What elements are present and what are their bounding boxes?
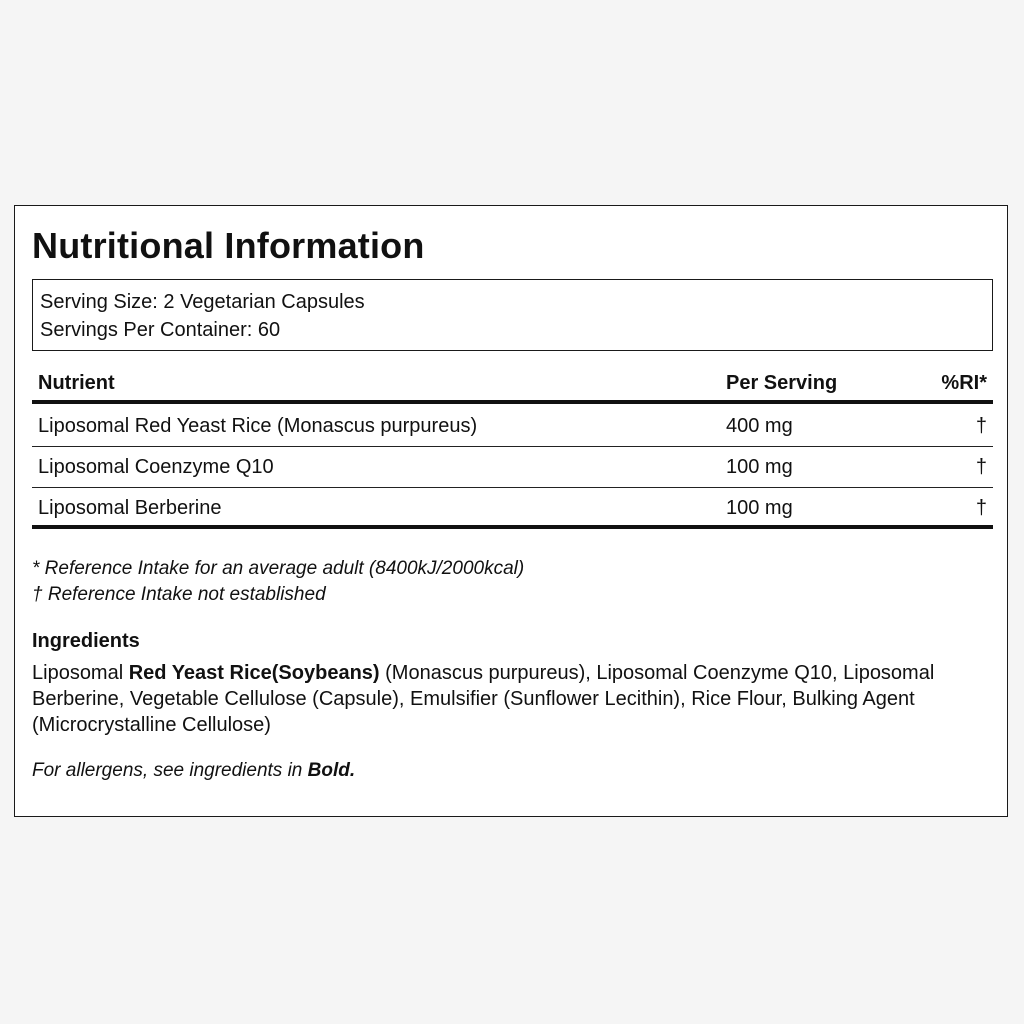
nutrient-ri: † bbox=[975, 456, 987, 478]
serving-info-box bbox=[32, 279, 993, 351]
servings-per-container: Servings Per Container: 60 bbox=[40, 319, 281, 341]
nutrient-ri: † bbox=[975, 497, 987, 519]
column-header-nutrient: Nutrient bbox=[38, 372, 115, 394]
nutrient-amount: 100 mg bbox=[726, 456, 793, 478]
ingredients-list bbox=[32, 660, 952, 738]
footnotes bbox=[32, 556, 524, 608]
table-row bbox=[32, 406, 993, 447]
ingredients-prefix: Liposomal bbox=[32, 662, 129, 684]
allergen-note bbox=[32, 758, 355, 784]
nutrient-amount: 100 mg bbox=[726, 497, 793, 519]
page-title: Nutritional Information bbox=[32, 225, 425, 266]
column-header-ri: %RI* bbox=[941, 372, 987, 394]
nutrient-ri: † bbox=[975, 415, 987, 437]
table-row bbox=[32, 488, 993, 529]
allergen-note-bold: Bold. bbox=[307, 760, 356, 781]
ingredients-heading: Ingredients bbox=[32, 630, 140, 652]
nutrient-name: Liposomal Red Yeast Rice (Monascus purpureus) bbox=[38, 415, 478, 437]
ingredients-allergen-bold: Red Yeast Rice(Soybeans) bbox=[128, 662, 380, 684]
nutrition-panel bbox=[14, 205, 1008, 817]
nutrient-table bbox=[32, 366, 993, 529]
nutrient-name: Liposomal Coenzyme Q10 bbox=[38, 456, 274, 478]
footnote-not-established: † Reference Intake not established bbox=[32, 584, 326, 605]
nutrient-name: Liposomal Berberine bbox=[38, 497, 222, 519]
ingredients-rest: (Monascus purpureus), Liposomal Coenzyme Q10, Liposomal Berberine, Vegetable Cellulose (Capsule), Emulsifier (Sunflower Lecithin), Rice Flour, Bulking Agent (Microcrystalline Cellulose) bbox=[32, 662, 935, 736]
footnote-reference-intake: * Reference Intake for an average adult (8400kJ/2000kcal) bbox=[32, 558, 525, 579]
serving-size: Serving Size: 2 Vegetarian Capsules bbox=[40, 291, 365, 313]
allergen-note-prefix: For allergens, see ingredients in bbox=[32, 760, 308, 781]
table-row bbox=[32, 447, 993, 488]
table-header-row bbox=[32, 366, 993, 404]
nutrient-amount: 400 mg bbox=[726, 415, 793, 437]
column-header-per-serving: Per Serving bbox=[726, 372, 838, 394]
